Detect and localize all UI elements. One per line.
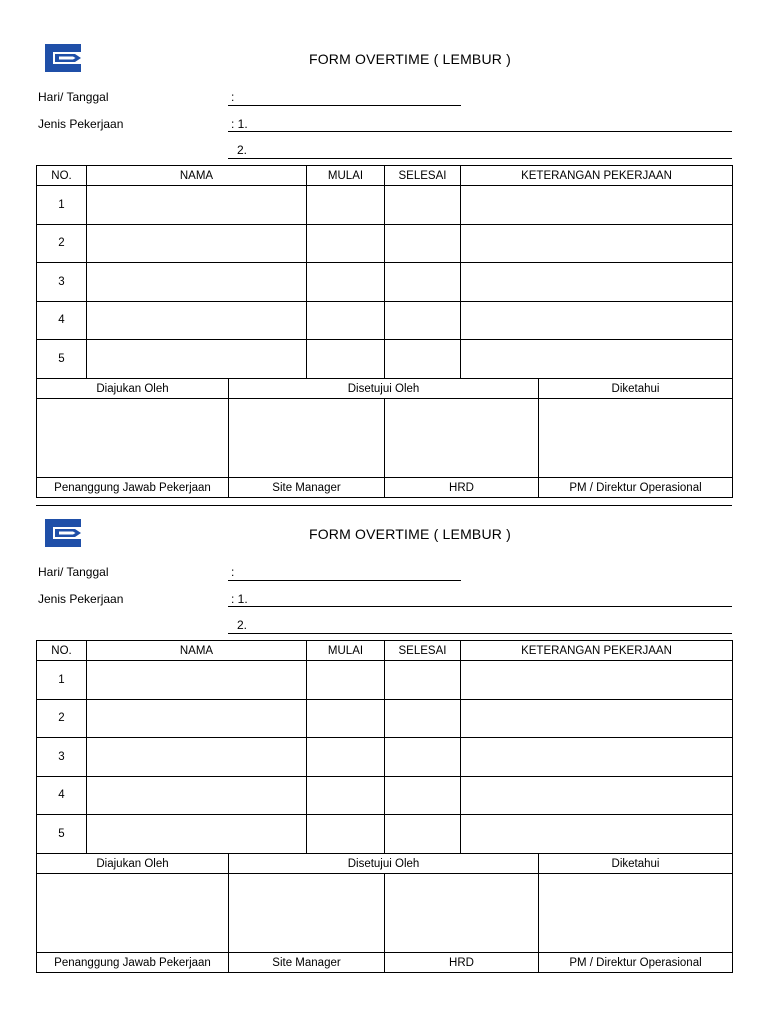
signature-space-row [37, 399, 733, 478]
row-number: 2 [37, 224, 87, 263]
date-colon: : [231, 565, 235, 579]
job-field-1[interactable] [228, 606, 732, 607]
cell-keterangan[interactable] [461, 301, 733, 340]
job-line-1-label: : 1. [231, 592, 248, 606]
submitted-by-label: Diajukan Oleh [37, 854, 229, 874]
form-title: FORM OVERTIME ( LEMBUR ) [308, 51, 512, 67]
table-row [37, 815, 733, 854]
row-number: 4 [37, 301, 87, 340]
form-title: FORM OVERTIME ( LEMBUR ) [308, 526, 512, 542]
table-row [37, 301, 733, 340]
cell-nama[interactable] [87, 661, 307, 700]
header-nama: NAMA [87, 641, 307, 661]
company-logo-icon [41, 517, 85, 549]
role-pj: Penanggung Jawab Pekerjaan [37, 478, 229, 498]
job-field-2[interactable] [228, 633, 732, 634]
role-site-manager: Site Manager [229, 478, 385, 498]
cell-selesai[interactable] [385, 815, 461, 854]
cell-nama[interactable] [87, 263, 307, 302]
header-mulai: MULAI [307, 641, 385, 661]
date-label: Hari/ Tanggal [38, 565, 109, 579]
cell-selesai[interactable] [385, 263, 461, 302]
approved-by-label: Disetujui Oleh [229, 854, 539, 874]
row-number: 2 [37, 699, 87, 738]
job-line-2-label: 2. [237, 618, 248, 632]
table-row [37, 186, 733, 225]
signature-box-pm[interactable] [539, 874, 733, 953]
cell-keterangan[interactable] [461, 776, 733, 815]
table-header-row [37, 641, 733, 661]
header-no: NO. [37, 166, 87, 186]
cell-selesai[interactable] [385, 738, 461, 777]
signature-box-pj[interactable] [37, 399, 229, 478]
row-number: 1 [37, 661, 87, 700]
header-no: NO. [37, 641, 87, 661]
signature-header-row [37, 379, 733, 399]
cell-selesai[interactable] [385, 186, 461, 225]
cell-keterangan[interactable] [461, 661, 733, 700]
signature-box-pm[interactable] [539, 399, 733, 478]
approved-by-label: Disetujui Oleh [229, 379, 539, 399]
cell-mulai[interactable] [307, 738, 385, 777]
row-number: 3 [37, 738, 87, 777]
cell-mulai[interactable] [307, 699, 385, 738]
cell-selesai[interactable] [385, 224, 461, 263]
header-selesai: SELESAI [385, 166, 461, 186]
signature-table [36, 853, 733, 973]
header-keterangan: KETERANGAN PEKERJAAN [461, 641, 733, 661]
signature-box-hrd[interactable] [385, 399, 539, 478]
cell-nama[interactable] [87, 340, 307, 379]
cell-mulai[interactable] [307, 186, 385, 225]
cell-mulai[interactable] [307, 776, 385, 815]
header-nama: NAMA [87, 166, 307, 186]
company-logo-icon [41, 42, 85, 74]
table-row [37, 340, 733, 379]
table-header-row [37, 166, 733, 186]
cell-mulai[interactable] [307, 263, 385, 302]
job-label: Jenis Pekerjaan [38, 592, 124, 606]
table-row [37, 699, 733, 738]
signature-space-row [37, 874, 733, 953]
signature-role-row [37, 953, 733, 973]
row-number: 5 [37, 815, 87, 854]
date-field[interactable] [228, 105, 461, 106]
cell-nama[interactable] [87, 699, 307, 738]
job-field-1[interactable] [228, 131, 732, 132]
cell-mulai[interactable] [307, 815, 385, 854]
cell-selesai[interactable] [385, 776, 461, 815]
cell-keterangan[interactable] [461, 186, 733, 225]
table-row [37, 661, 733, 700]
row-number: 3 [37, 263, 87, 302]
acknowledged-label: Diketahui [539, 379, 733, 399]
job-line-1-label: : 1. [231, 117, 248, 131]
cell-nama[interactable] [87, 815, 307, 854]
cell-keterangan[interactable] [461, 224, 733, 263]
cell-keterangan[interactable] [461, 699, 733, 738]
cell-nama[interactable] [87, 301, 307, 340]
header-keterangan: KETERANGAN PEKERJAAN [461, 166, 733, 186]
role-pm: PM / Direktur Operasional [539, 953, 733, 973]
date-label: Hari/ Tanggal [38, 90, 109, 104]
cell-mulai[interactable] [307, 340, 385, 379]
job-field-2[interactable] [228, 158, 732, 159]
overtime-form-top [0, 0, 768, 494]
cell-keterangan[interactable] [461, 263, 733, 302]
cell-keterangan[interactable] [461, 738, 733, 777]
role-pm: PM / Direktur Operasional [539, 478, 733, 498]
header-selesai: SELESAI [385, 641, 461, 661]
acknowledged-label: Diketahui [539, 854, 733, 874]
row-number: 5 [37, 340, 87, 379]
signature-box-hrd[interactable] [385, 874, 539, 953]
job-line-2-label: 2. [237, 143, 248, 157]
cell-mulai[interactable] [307, 301, 385, 340]
signature-box-site-manager[interactable] [229, 399, 385, 478]
table-row [37, 263, 733, 302]
signature-box-site-manager[interactable] [229, 874, 385, 953]
header-mulai: MULAI [307, 166, 385, 186]
row-number: 1 [37, 186, 87, 225]
submitted-by-label: Diajukan Oleh [37, 379, 229, 399]
date-colon: : [231, 90, 235, 104]
cell-selesai[interactable] [385, 301, 461, 340]
cell-keterangan[interactable] [461, 340, 733, 379]
cell-nama[interactable] [87, 738, 307, 777]
cell-mulai[interactable] [307, 661, 385, 700]
cell-selesai[interactable] [385, 699, 461, 738]
overtime-table [36, 640, 733, 854]
role-hrd: HRD [385, 953, 539, 973]
cell-nama[interactable] [87, 186, 307, 225]
signature-box-pj[interactable] [37, 874, 229, 953]
table-row [37, 738, 733, 777]
cell-mulai[interactable] [307, 224, 385, 263]
job-label: Jenis Pekerjaan [38, 117, 124, 131]
row-number: 4 [37, 776, 87, 815]
cell-selesai[interactable] [385, 340, 461, 379]
role-site-manager: Site Manager [229, 953, 385, 973]
signature-header-row [37, 854, 733, 874]
table-row [37, 224, 733, 263]
table-row [37, 776, 733, 815]
role-pj: Penanggung Jawab Pekerjaan [37, 953, 229, 973]
cell-nama[interactable] [87, 776, 307, 815]
role-hrd: HRD [385, 478, 539, 498]
cell-keterangan[interactable] [461, 815, 733, 854]
overtime-form-bottom [0, 475, 768, 969]
cell-nama[interactable] [87, 224, 307, 263]
cell-selesai[interactable] [385, 661, 461, 700]
date-field[interactable] [228, 580, 461, 581]
overtime-table [36, 165, 733, 379]
